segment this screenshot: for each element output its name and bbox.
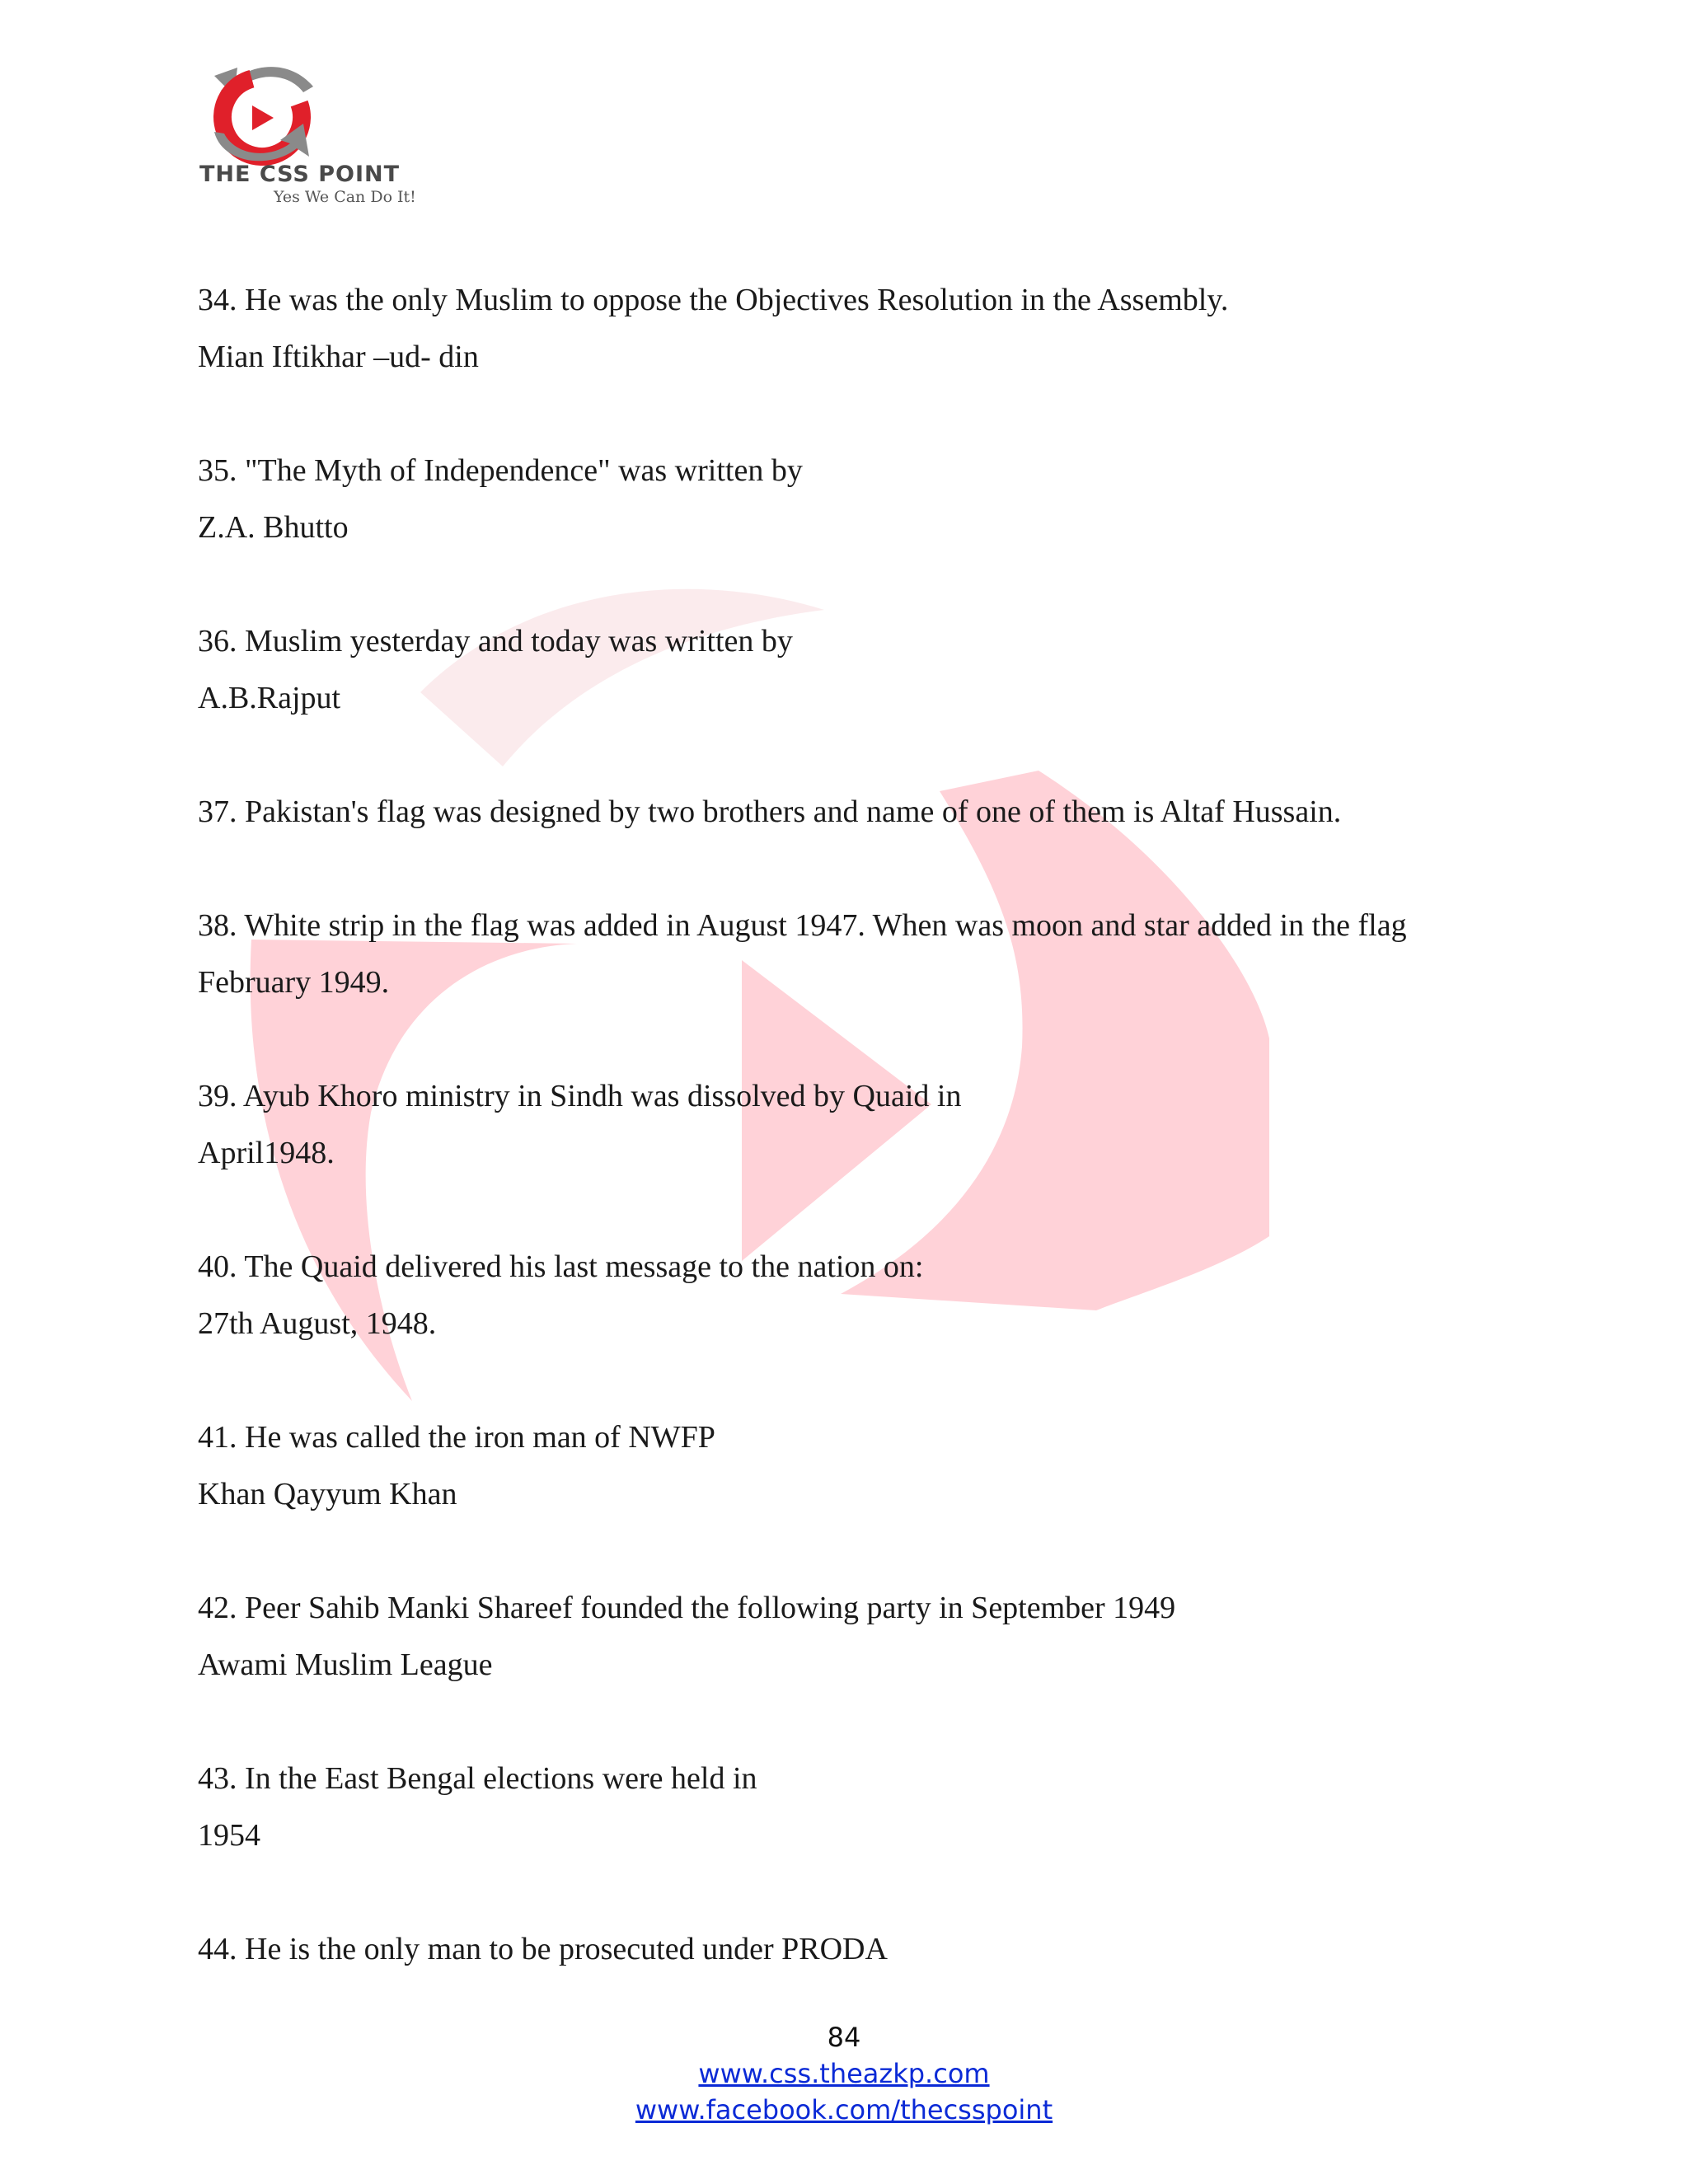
answer-text: Khan Qayyum Khan bbox=[198, 1477, 457, 1511]
answer-text: 1954 bbox=[198, 1818, 260, 1853]
question-item bbox=[198, 1750, 1517, 1864]
question-text: 40. The Quaid delivered his last message to the nation on: bbox=[198, 1249, 924, 1284]
question-item bbox=[198, 1239, 1517, 1352]
page-number: 84 bbox=[827, 2022, 861, 2053]
facebook-link[interactable]: www.facebook.com/thecsspoint bbox=[635, 2094, 1053, 2125]
question-item bbox=[198, 1068, 1517, 1182]
question-item bbox=[198, 613, 1517, 727]
answer-text: Z.A. Bhutto bbox=[198, 510, 349, 545]
brand-tagline: Yes We Can Do It! bbox=[274, 188, 416, 206]
website-link[interactable]: www.css.theazkp.com bbox=[698, 2058, 990, 2089]
question-text: 39. Ayub Khoro ministry in Sindh was dissolved by Quaid in bbox=[198, 1079, 962, 1113]
question-text: 37. Pakistan's flag was designed by two brothers and name of one of them is Altaf Hussain. bbox=[198, 794, 1342, 829]
question-text: 44. He is the only man to be prosecuted under PRODA bbox=[198, 1932, 888, 1966]
answer-text: Awami Muslim League bbox=[198, 1647, 493, 1682]
answer-text: Mian Iftikhar –ud- din bbox=[198, 340, 479, 374]
question-item bbox=[198, 898, 1517, 1011]
question-item bbox=[198, 784, 1517, 841]
question-list bbox=[198, 272, 1517, 2035]
page-footer bbox=[0, 2019, 1688, 2128]
question-item bbox=[198, 443, 1517, 556]
question-item bbox=[198, 272, 1517, 386]
answer-text: April1948. bbox=[198, 1136, 335, 1170]
question-text: 34. He was the only Muslim to oppose the Objectives Resolution in the Assembly. bbox=[198, 283, 1229, 317]
question-text: 41. He was called the iron man of NWFP bbox=[198, 1420, 715, 1455]
question-text: 42. Peer Sahib Manki Shareef founded the following party in September 1949 bbox=[198, 1591, 1176, 1625]
question-item bbox=[198, 1409, 1517, 1523]
question-item bbox=[198, 1921, 1517, 1978]
question-item bbox=[198, 1580, 1517, 1694]
logo-play-icon bbox=[252, 105, 274, 130]
question-text: 43. In the East Bengal elections were held in bbox=[198, 1761, 757, 1796]
answer-text: February 1949. bbox=[198, 965, 390, 1000]
brand-name: THE CSS POINT bbox=[199, 162, 401, 187]
question-text: 35. "The Myth of Independence" was written by bbox=[198, 453, 803, 488]
question-text: 38. White strip in the flag was added in August 1947. When was moon and star added in the flag bbox=[198, 908, 1407, 943]
answer-text: 27th August, 1948. bbox=[198, 1306, 437, 1341]
question-text: 36. Muslim yesterday and today was written by bbox=[198, 624, 793, 658]
answer-text: A.B.Rajput bbox=[198, 681, 341, 715]
